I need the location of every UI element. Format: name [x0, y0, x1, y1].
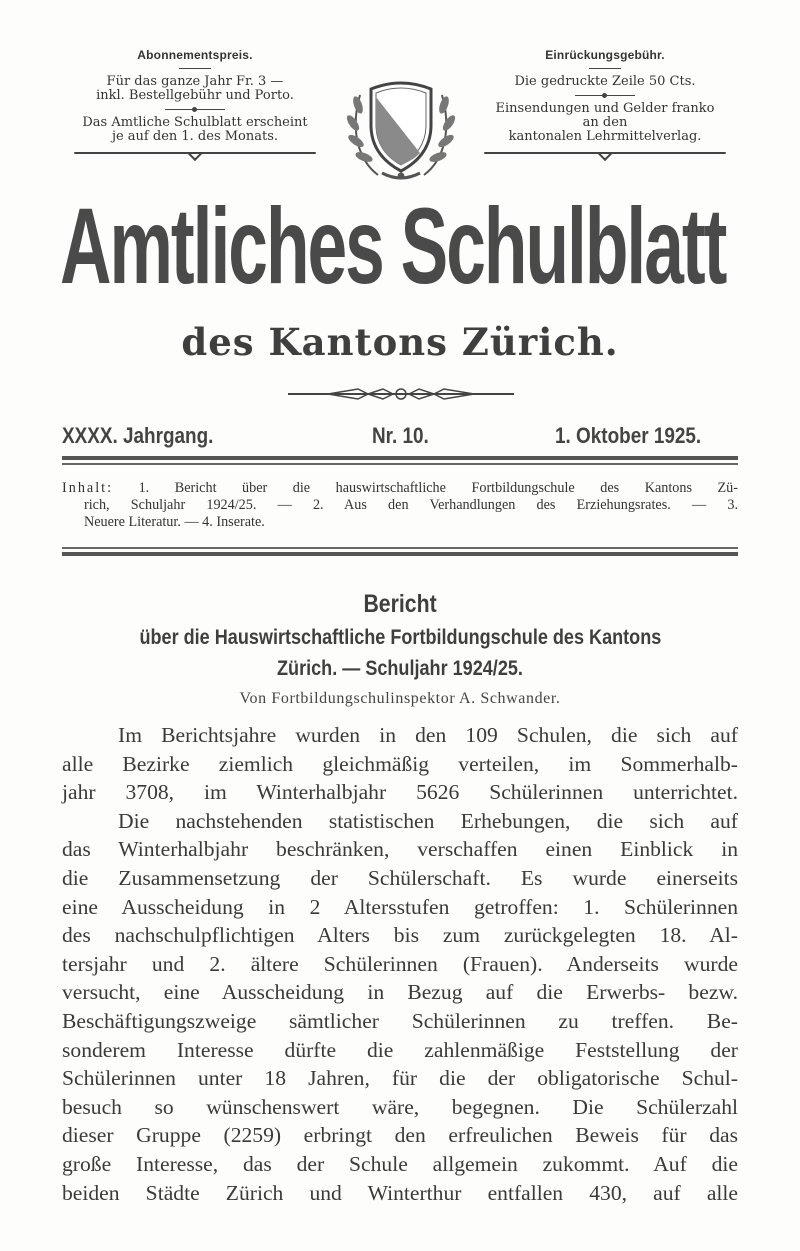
subscription-price-box: [60, 48, 330, 160]
remittance-line: Einsendungen und Gelder franko: [495, 101, 715, 116]
dot-divider: [575, 95, 635, 96]
body-line: das Winterhalbjahr beschränken, verschaffen einen Einblick in: [62, 837, 738, 862]
article-body: [62, 721, 738, 1207]
insertion-fee-box: [470, 48, 740, 160]
article-subheading: über die Hauswirtschaftliche Fortbildungschule des Kantons: [139, 626, 661, 649]
subscription-price-line: inkl. Bestellgebühr und Porto.: [96, 88, 294, 103]
contents-line: Neuere Literatur. — 4. Inserate.: [84, 514, 265, 530]
contents-line: rich, Schuljahr 1924/25. — 2. Aus den Verhandlungen des Erziehungsrates. — 3.: [84, 497, 738, 513]
body-line: des nachschulpflichtigen Alters bis zum zurückgelegten 18. Al-: [62, 923, 738, 948]
double-rule: [62, 456, 738, 465]
article-heading: Bericht: [363, 590, 437, 618]
insertion-fee-title: Einrückungsgebühr.: [545, 48, 665, 62]
remittance-line: kantonalen Lehrmittelverlag.: [508, 129, 702, 144]
body-line: dieser Gruppe (2259) erbringt den erfreulichen Beweis für das: [62, 1123, 738, 1148]
body-line: alle Bezirke ziemlich gleichmäßig verteilen, im Sommerhalb-: [62, 751, 738, 776]
body-line: sonderem Interesse dürfte die zahlenmäßige Feststellung der: [62, 1037, 738, 1062]
body-line: versucht, eine Ausscheidung in Bezug auf die Erwerbs- bezw.: [62, 980, 738, 1005]
ornament-divider-icon: [288, 386, 514, 400]
divider: [179, 68, 211, 69]
body-line: Die nachstehenden statistischen Erhebungen, die sich auf: [118, 808, 738, 833]
body-line: große Interesse, das der Schule allgemein zukommt. Auf die: [62, 1151, 738, 1176]
contents-line: 1. Bericht über die hauswirtschaftliche Fortbildungschule des Kantons Zü-: [138, 480, 738, 496]
double-rule: [62, 547, 738, 556]
body-line: jahr 3708, im Winterhalbjahr 5626 Schülerinnen unterrichtet.: [62, 780, 738, 805]
body-line: besuch so wünschenswert wäre, begegnen. Die Schülerzahl: [62, 1094, 738, 1119]
publication-note-line: Das Amtliche Schulblatt erscheint: [82, 115, 308, 130]
table-of-contents: [62, 480, 738, 531]
dot-divider: [165, 109, 225, 110]
issue-date: 1. Oktober 1925.: [555, 423, 702, 448]
brace-divider: [74, 152, 316, 160]
contents-label: Inhalt:: [62, 480, 114, 496]
article-subheading: Zürich. — Schuljahr 1924/25.: [277, 657, 523, 680]
volume-label: XXXX. Jahrgang.: [62, 423, 214, 448]
article-byline: Von Fortbildungschulinspektor A. Schwander.: [239, 690, 561, 707]
issue-number: Nr. 10.: [372, 423, 429, 448]
body-line: beiden Städte Zürich und Winterthur entfallen 430, auf alle: [62, 1180, 738, 1205]
publication-note-line: je auf den 1. des Monats.: [111, 129, 279, 144]
subscription-price-line: Für das ganze Jahr Fr. 3 —: [106, 74, 284, 89]
insertion-fee-line: Die gedruckte Zeile 50 Cts.: [514, 74, 696, 89]
subscription-price-title: Abonnementspreis.: [137, 48, 253, 62]
publication-subtitle: des Kantons Zürich.: [181, 320, 619, 364]
body-line: eine Ausscheidung in 2 Altersstufen getroffen: 1. Schülerinnen: [62, 894, 738, 919]
remittance-line: an den: [582, 115, 628, 130]
divider: [589, 68, 621, 69]
body-line: Im Berichtsjahre wurden in den 109 Schulen, die sich auf: [118, 723, 738, 747]
body-line: tersjahr und 2. ältere Schülerinnen (Frauen). Anderseits wurde: [62, 951, 738, 976]
body-line: Schülerinnen unter 18 Jahren, für die der obligatorische Schul-: [62, 1066, 738, 1091]
publication-title: Amtliches Schulblatt: [60, 185, 726, 306]
body-line: die Zusammensetzung der Schülerschaft. Es wurde einerseits: [62, 865, 738, 890]
zurich-emblem-icon: [338, 75, 464, 185]
brace-divider: [484, 152, 726, 160]
body-line: Beschäftigungszweige sämtlicher Schülerinnen zu treffen. Be-: [62, 1008, 738, 1033]
